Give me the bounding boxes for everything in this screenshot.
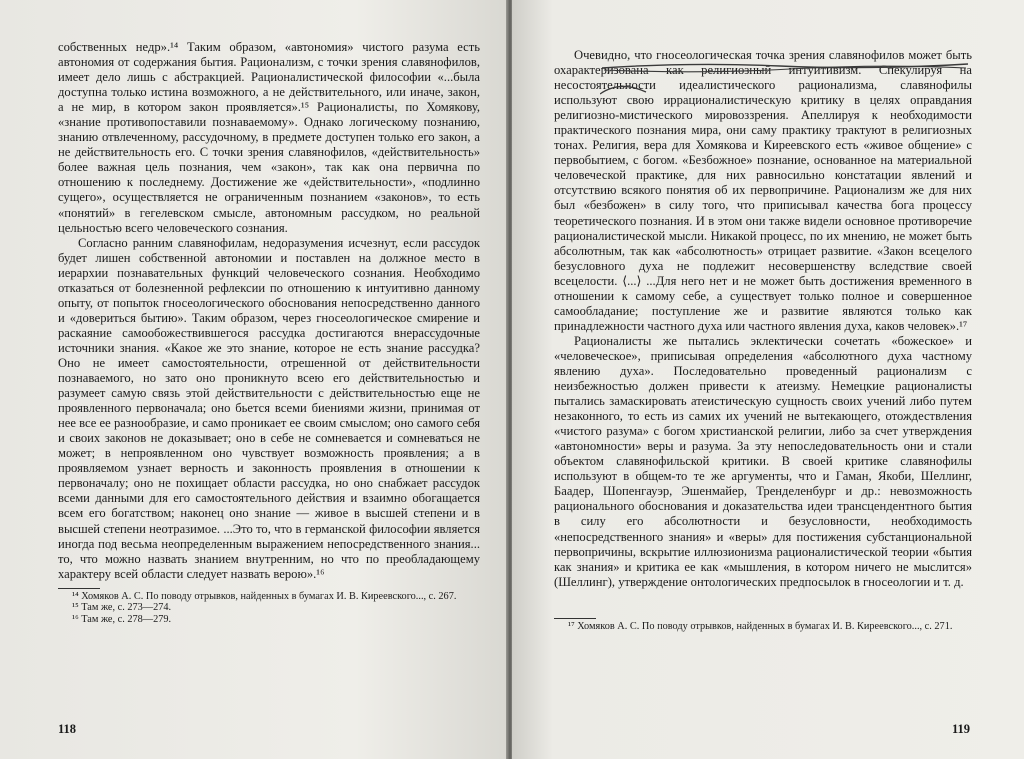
page-number: 118 — [58, 722, 77, 736]
left-footnotes — [58, 588, 480, 626]
left-page — [0, 0, 508, 759]
right-page-body — [554, 48, 972, 590]
paragraph: Согласно ранним славянофилам, недоразумения исчезнут, если рассудок будет лишен собственной автономии и поставлен на должное место в иерархии познавательных функций человеческого сознания. Необходимо отказаться от болезненной рефлексии по отношению к интуитивно данному опыту, от попыток гносеологического обоснования непосредственно данного и «довериться бытию». Таким образом, через гносеологическое смирение и раскаяние самообожествившегося рассудка достигаются внерассудочные источники знания. «Какое же это знание, которое не есть знание рассудка? Оно не имеет самостоятельности, отрешенной от действительности познаваемого, но зато оно проникнуто всею его действительностью и разумеет самую связь этой действительности с действительностью еще не проявленного первоначала; оно бьется всеми биениями жизни, принимая от нее все ее разнообразие, и само проникает ее своим смыслом; оно самого себя и своих законов не доказывает; оно в себе не сомневается и сомневаться не может; в непроявленном оно чувствует возможность проявления; а в проявляемом узнает верность и законность проявления в отношении к первоначалу; оно не похищает области рассудка, но оно снабжает рассудок всеми данными для его самостоятельного действия и взаимно обогащается всем его богатством; наконец оно знание — живое в высшей степени и в высшей степени неотразимое. ...Это то, что в германской философии является иногда под весьма неопределенным выражением непосредственного знания... то, что можно назвать знанием внутренним, но что по преобладающему характеру всей области следует назвать верою».¹⁶ — [58, 235, 480, 581]
paragraph: Очевидно, что гносеологическая точка зрения славянофилов может быть охарактеризована как религиозный интуитивизм. Спекулируя на несостоятельности идеалистического рационализма, славянофилы используют свою иррационалистическую критику в целях оправдания религиозно-мистического мировоззрения. Апеллируя к необходимости практического познания мира, они саму практику трактуют в религиозных тонах. Религия, вера для Хомякова и Киреевского есть «живое общение» с первобытием, с богом. «Безбожное» познание, основанное на материальной человеческой практике, для них равносильно констатации явлений и отсутствию всякого понятия об их первопричине. Рационализм же для них был «безбожен» в силу того, что приписывал качества бога процессу теоретического познания. И в этом они также видели основное противоречие рационалистической мысли. Никакой процесс, по их мнению, не может быть абсолютным, так как «абсолютность» отрицает развитие. «Закон всецелого безусловного духа не подлежит несовершенству вследствие своей всецелости. ⟨...⟩ ...Для него нет и не может быть достижения временного в отношении к самому себе, а существует только полное и совершенное самообладание; поступление же и развитие являются только как принадлежности частного духа или частного явления духа, каков человек».¹⁷ — [554, 48, 972, 333]
page-number: 119 — [951, 722, 970, 736]
footnote: ¹⁴ Хомяков А. С. По поводу отрывков, найденных в бумагах И. В. Киреевского..., с. 267. — [72, 590, 457, 602]
footnote-rule — [58, 588, 100, 589]
left-page-body — [58, 40, 480, 582]
footnote: ¹⁶ Там же, с. 278—279. — [72, 613, 172, 625]
right-footnotes — [554, 618, 972, 633]
paragraph: собственных недр».¹⁴ Таким образом, «автономия» чистого разума есть автономия от содержания бытия. Рационализм, с точки зрения славянофилов, имеет дело лишь с абстракцией. Рационалистической философии «...была доступна только истина возможного, а не действительного, или иначе, закон, а не мир, в котором закон проявляется».¹⁵ Рационалисты, по Хомякову, «знание противопоставили познаваемому». Однако логическому познанию, знанию отвлеченному, рассудочному, в предмете доступен только его закон, а не действительность его. С точки зрения славянофилов, «действительность» более важная цель познания, чем «закон», так как она первична по отношению к последнему. Достижение же «действительности», «подлинно сущего», осуществляется не ограниченным познанием «законов», то есть «понятий» в гегелевском смысле, автономным рассудком, но реальной цельностью всего человеческого сознания. — [58, 40, 480, 235]
paragraph: Рационалисты же пытались эклектически сочетать «божеское» и «человеческое», приписывая определения «абсолютного духа частному явлению духа». Последовательно проведенный рационализм с неизбежностью должен привести к атеизму. Немецкие рационалисты пытались замаскировать атеистическую сущность своих учений либо путем незаконного, то есть из самих их учений не вытекающего, отождествления «чистого разума» с богом христианской религии, либо за счет утверждения «автономности» веры и разума. За эту непоследовательность они и стали объектом славянофильской критики. В своей критике славянофилы используют в общем-то те же аргументы, что и Гаман, Якоби, Шеллинг, Баадер, Шопенгауэр, Эшенмайер, Тренделенбург и др.: невозможность рационального обоснования и доказательства идеи трансцендентного бытия в силу его абсолютности и безусловности, необходимость «непосредственного знания» и «веры» для постижения субстанциональной первопричины, вскрытие иллюзионизма рационалистической теории «бытия как знания» и критика ее как «мышления, в котором ничего не мыслится» (Шеллинг), утверждение онтологических предпосылок в гносеологии и т. д. — [554, 333, 972, 589]
footnote: ¹⁷ Хомяков А. С. По поводу отрывков, найденных в бумагах И. В. Киреевского..., с. 271. — [568, 620, 953, 632]
right-page — [512, 0, 1024, 759]
footnote-rule — [554, 618, 596, 619]
footnote: ¹⁵ Там же, с. 273—274. — [72, 602, 172, 614]
